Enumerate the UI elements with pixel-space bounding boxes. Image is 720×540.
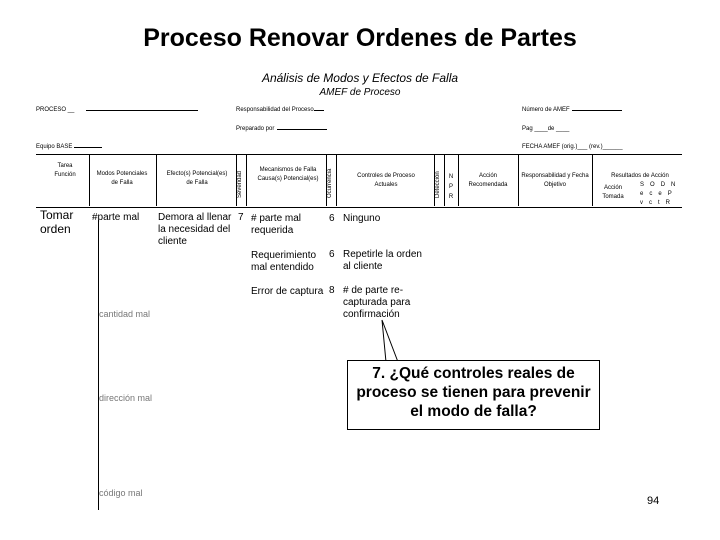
tarea-cell: Tomar orden xyxy=(40,208,74,236)
npr-r: R xyxy=(448,194,454,200)
res-letter: D xyxy=(660,182,666,188)
header-mecanismos: Mecanismos de Falla Causa(s) Potencial(es) xyxy=(257,167,319,182)
efecto-cell: Demora al llenar la necesidad del cliente xyxy=(158,212,232,247)
header-deteccion: Detección xyxy=(435,171,441,198)
preparado-field xyxy=(236,126,327,132)
header-responsabilidad-fecha: Responsabilidad y Fecha Objetivo xyxy=(521,173,589,188)
res-letter: t xyxy=(658,200,660,206)
ocurrencia-1: 6 xyxy=(329,213,335,224)
col-divider xyxy=(458,154,459,206)
resultados-letters xyxy=(640,181,675,208)
preparado-line xyxy=(277,129,327,130)
header-ocurrencia: Ocurrencia xyxy=(327,168,333,198)
responsabilidad-line xyxy=(314,110,324,111)
proceso-label: PROCESO __ xyxy=(36,107,75,113)
callout-pointer xyxy=(380,318,420,362)
severidad-value: 7 xyxy=(238,212,244,223)
res-letter: c xyxy=(649,191,653,197)
responsabilidad-label: Responsabilidad del Proceso xyxy=(236,107,314,113)
modo-falla-1: #parte mal xyxy=(92,212,140,223)
numero-amef-label: Número de AMEF xyxy=(522,107,570,113)
col-divider xyxy=(156,154,157,206)
modos-bracket xyxy=(98,220,99,510)
col-divider xyxy=(444,154,445,206)
pag-field: Pag ____de ____ xyxy=(522,126,570,132)
numero-amef-line xyxy=(572,110,622,111)
header-accion-tomada: Acción Tomada xyxy=(602,185,624,200)
modo-falla-2: cantidad mal xyxy=(99,309,151,319)
header-tarea-funcion: Tarea Función xyxy=(54,163,76,178)
control-3: # de parte re-capturada para confirmación xyxy=(343,285,411,320)
res-letter: R xyxy=(665,200,671,206)
modo-falla-4: código mal xyxy=(99,488,143,498)
res-letter: N xyxy=(671,182,676,188)
col-divider xyxy=(246,154,247,206)
preparado-label: Preparado por xyxy=(236,126,275,132)
control-2: Repetirle la orden al cliente xyxy=(343,249,422,272)
document-subtitle: Análisis de Modos y Efectos de Falla xyxy=(261,71,459,85)
page-number: 94 xyxy=(647,495,660,507)
header-modos-potenciales: Modos Potenciales de Falla xyxy=(96,171,148,186)
res-letter: P xyxy=(667,191,672,197)
equipo-base-line xyxy=(74,147,102,148)
causa-2: Requerimiento mal entendido xyxy=(251,250,317,273)
res-letter: O xyxy=(650,182,655,188)
col-divider xyxy=(592,154,593,206)
ocurrencia-2: 6 xyxy=(329,249,335,260)
col-divider xyxy=(336,154,337,206)
ocurrencia-3: 8 xyxy=(329,285,335,296)
control-1: Ninguno xyxy=(343,213,381,224)
modo-falla-3: dirección mal xyxy=(99,393,153,403)
header-controles: Controles de Proceso Actuales xyxy=(357,173,415,188)
page-title: Proceso Renovar Ordenes de Partes xyxy=(143,24,577,52)
header-accion-recomendada: Acción Recomendada xyxy=(468,173,508,188)
responsabilidad-field xyxy=(236,107,324,113)
npr-p: P xyxy=(448,184,453,190)
header-efectos-potenciales: Efecto(s) Potencial(es) de Falla xyxy=(166,171,228,186)
res-letter: e xyxy=(658,191,662,197)
callout-box xyxy=(347,360,600,430)
callout-text: 7. ¿Qué controles reales de proceso se tienen para prevenir el modo de falla? xyxy=(356,365,591,420)
header-severidad: Severidad xyxy=(237,170,243,198)
res-letter: e xyxy=(640,191,644,197)
col-divider xyxy=(89,154,90,206)
document-subtitle-secondary: AMEF de Proceso xyxy=(319,87,401,98)
equipo-base-field xyxy=(36,144,102,150)
fecha-amef-field: FECHA AMEF (orig.)___ (rev.)______ xyxy=(522,144,623,150)
res-letter: v xyxy=(640,200,643,206)
equipo-base-label: Equipo BASE xyxy=(36,144,73,150)
numero-amef-field xyxy=(522,107,622,113)
header-resultados: Resultados de Acción xyxy=(611,173,669,179)
res-letter: c xyxy=(649,200,652,206)
res-letter: S xyxy=(640,182,645,188)
proceso-field xyxy=(36,107,198,113)
causa-1: # parte mal requerida xyxy=(251,213,302,236)
npr-n: N xyxy=(448,174,454,180)
proceso-line xyxy=(86,110,198,111)
col-divider xyxy=(518,154,519,206)
header-npr xyxy=(446,172,456,202)
causa-3: Error de captura xyxy=(251,286,324,297)
